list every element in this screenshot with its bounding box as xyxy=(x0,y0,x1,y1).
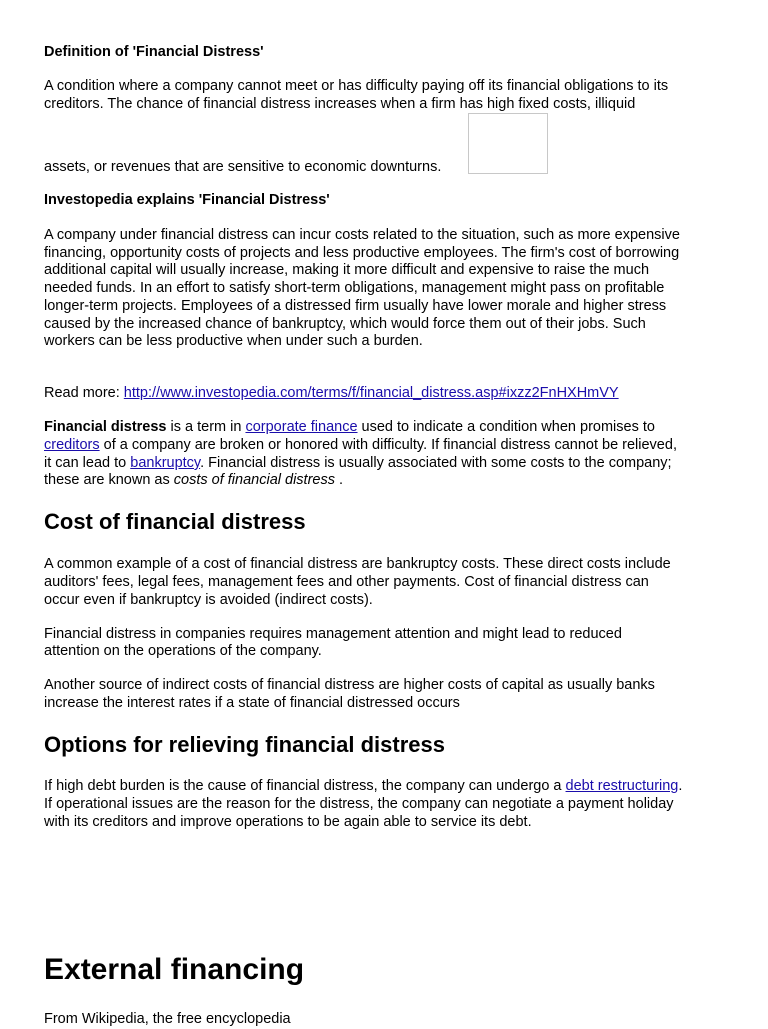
definition-line: assets, or revenues that are sensitive to economic downturns. xyxy=(44,159,442,175)
bold-term: Financial distress xyxy=(44,419,167,435)
explains-heading: Investopedia explains 'Financial Distress' xyxy=(44,192,330,208)
definition-line: A condition where a company cannot meet or has difficulty paying off its financial obligations to its xyxy=(44,78,669,94)
wiki-intro-line xyxy=(44,472,343,490)
bankruptcy-link[interactable]: bankruptcy xyxy=(130,455,201,471)
text-fragment: If high debt burden is the cause of financial distress, the company can undergo a xyxy=(44,778,566,794)
options-line xyxy=(44,778,682,796)
options-line: If operational issues are the reason for the distress, the company can negotiate a payment holiday xyxy=(44,796,674,812)
cost-line: auditors' fees, legal fees, management fees and other payments. Cost of financial distress can xyxy=(44,574,649,590)
cost-line: occur even if bankruptcy is avoided (indirect costs). xyxy=(44,592,373,608)
explains-line: workers can be less productive when under such a burden. xyxy=(44,333,423,349)
read-more-label: Read more: xyxy=(44,385,124,401)
debt-restructuring-link[interactable]: debt restructuring xyxy=(565,778,679,794)
text-fragment: . xyxy=(678,778,683,794)
definition-heading: Definition of 'Financial Distress' xyxy=(44,44,264,60)
wiki-intro-line xyxy=(44,419,655,437)
text-fragment: is a term in xyxy=(166,419,246,435)
text-fragment: used to indicate a condition when promises to xyxy=(357,419,655,435)
wiki-intro-line xyxy=(44,455,672,473)
creditors-link[interactable]: creditors xyxy=(44,437,100,453)
explains-line: caused by the increased chance of bankruptcy, which would force them out of their jobs. Such xyxy=(44,316,646,332)
text-fragment: . Financial distress is usually associated with some costs to the company; xyxy=(200,455,672,471)
broken-image-placeholder xyxy=(468,113,548,174)
text-fragment: it can lead to xyxy=(44,455,131,471)
cost-section-heading: Cost of financial distress xyxy=(44,509,306,534)
cost-line: Another source of indirect costs of financial distress are higher costs of capital as usually banks xyxy=(44,677,655,693)
cost-line: Financial distress in companies requires management attention and might lead to reduced xyxy=(44,626,622,642)
text-fragment: these are known as xyxy=(44,472,174,488)
external-financing-title: External financing xyxy=(44,953,305,986)
investopedia-link[interactable]: http://www.investopedia.com/terms/f/financial_distress.asp#ixzz2FnHXHmVY xyxy=(123,385,619,401)
italic-term: costs of financial distress xyxy=(173,472,335,488)
wiki-intro-line xyxy=(44,437,677,455)
wikipedia-subtitle: From Wikipedia, the free encyclopedia xyxy=(44,1011,291,1027)
options-line: with its creditors and improve operations to be again able to service its debt. xyxy=(44,814,532,830)
read-more-line xyxy=(44,385,619,403)
cost-line: increase the interest rates if a state of financial distressed occurs xyxy=(44,695,460,711)
explains-line: A company under financial distress can incur costs related to the situation, such as more expensive xyxy=(44,227,680,243)
definition-line: creditors. The chance of financial distress increases when a firm has high fixed costs, illiquid xyxy=(44,96,636,112)
cost-line: A common example of a cost of financial distress are bankruptcy costs. These direct costs include xyxy=(44,556,671,572)
options-section-heading: Options for relieving financial distress xyxy=(44,732,445,757)
explains-line: financing, opportunity costs of projects and less productive employees. The firm's cost of borrowing xyxy=(44,245,680,261)
explains-line: longer-term projects. Employees of a distressed firm usually have lower morale and higher stress xyxy=(44,298,667,314)
explains-line: additional capital will usually increase, making it more difficult and expensive to raise the much xyxy=(44,262,650,278)
corporate-finance-link[interactable]: corporate finance xyxy=(245,419,358,435)
cost-line: attention on the operations of the company. xyxy=(44,643,322,659)
text-fragment: of a company are broken or honored with difficulty. If financial distress cannot be relieved, xyxy=(99,437,677,453)
text-fragment: . xyxy=(334,472,344,488)
explains-line: needed funds. In an effort to satisfy short-term obligations, management might pass on profitable xyxy=(44,280,665,296)
